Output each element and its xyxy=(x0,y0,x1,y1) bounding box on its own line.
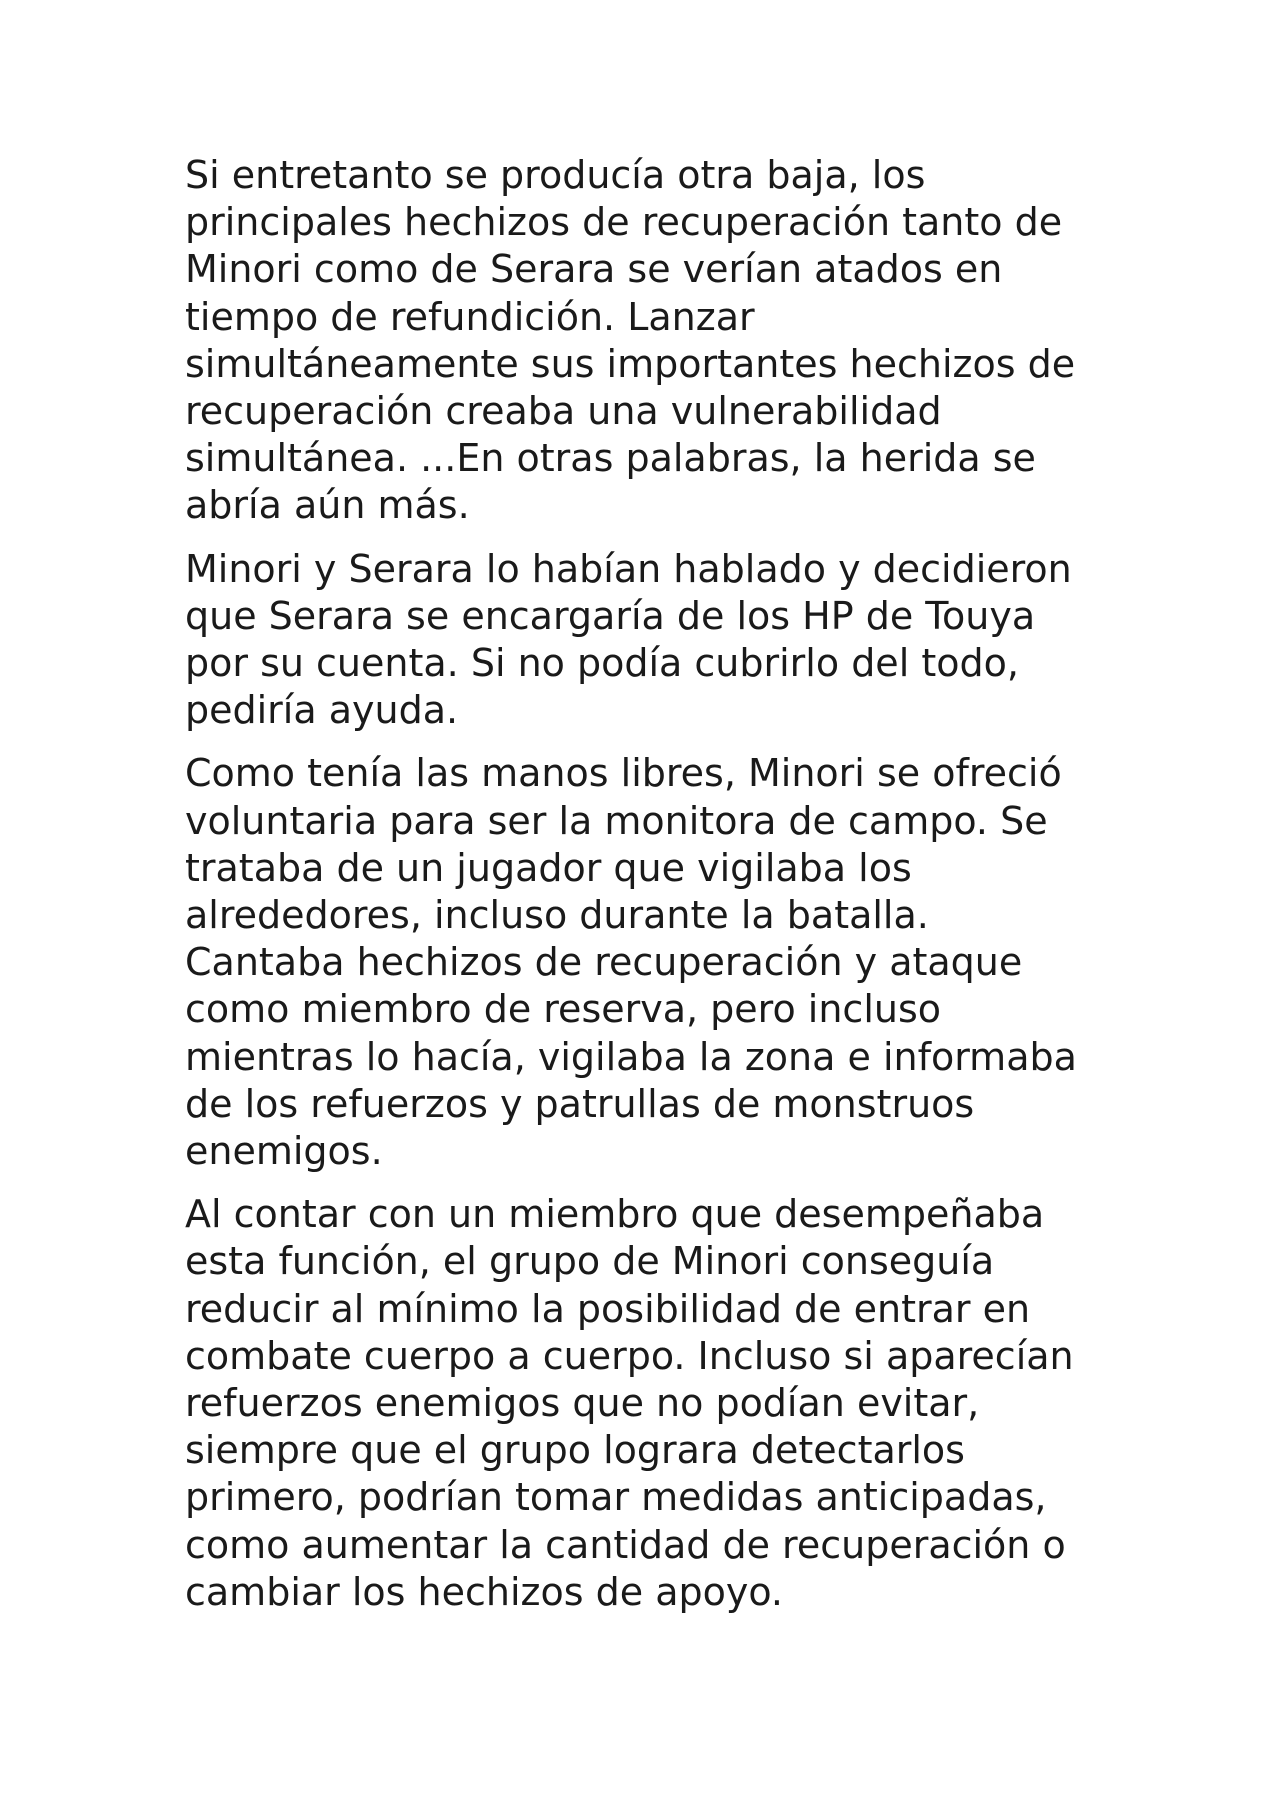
text-line: como miembro de reserva, pero incluso xyxy=(185,987,942,1032)
text-line: que Serara se encargaría de los HP de Touya xyxy=(185,593,1036,638)
paragraph-2 xyxy=(185,546,1125,735)
body-text xyxy=(185,152,1125,1632)
text-line: simultáneamente sus importantes hechizos de xyxy=(185,341,1076,386)
text-line: siempre que el grupo lograra detectarlos xyxy=(185,1428,965,1473)
text-line: combate cuerpo a cuerpo. Incluso si aparecían xyxy=(185,1333,1074,1378)
text-line: primero, podrían tomar medidas anticipadas, xyxy=(185,1475,1047,1520)
paragraph-3 xyxy=(185,750,1125,1175)
text-line: tiempo de refundición. Lanzar xyxy=(185,294,755,339)
text-line: reducir al mínimo la posibilidad de entrar en xyxy=(185,1286,1031,1331)
text-line: Minori y Serara lo habían hablado y decidieron xyxy=(185,546,1072,591)
paragraph-1 xyxy=(185,152,1125,530)
text-line: voluntaria para ser la monitora de campo. Se xyxy=(185,798,1048,843)
text-line: enemigos. xyxy=(185,1129,383,1174)
text-line: simultánea. ...En otras palabras, la herida se xyxy=(185,436,1036,481)
text-line: Al contar con un miembro que desempeñaba xyxy=(185,1192,1045,1237)
text-line: esta función, el grupo de Minori conseguía xyxy=(185,1239,995,1284)
text-line: Como tenía las manos libres, Minori se ofreció xyxy=(185,751,1062,796)
text-line: Minori como de Serara se verían atados en xyxy=(185,247,1003,292)
text-line: alrededores, incluso durante la batalla. xyxy=(185,893,929,938)
text-line: de los refuerzos y patrullas de monstruos xyxy=(185,1081,975,1126)
text-line: cambiar los hechizos de apoyo. xyxy=(185,1569,783,1614)
text-line: recuperación creaba una vulnerabilidad xyxy=(185,389,942,434)
text-line: Cantaba hechizos de recuperación y ataque xyxy=(185,940,1023,985)
text-line: como aumentar la cantidad de recuperación o xyxy=(185,1522,1066,1567)
text-line: principales hechizos de recuperación tanto de xyxy=(185,200,1063,245)
text-line: mientras lo hacía, vigilaba la zona e informaba xyxy=(185,1034,1077,1079)
text-line: abría aún más. xyxy=(185,483,470,528)
text-line: pediría ayuda. xyxy=(185,688,459,733)
text-line: refuerzos enemigos que no podían evitar, xyxy=(185,1381,980,1426)
text-line: trataba de un jugador que vigilaba los xyxy=(185,845,912,890)
text-line: por su cuenta. Si no podía cubrirlo del todo, xyxy=(185,641,1019,686)
text-line: Si entretanto se producía otra baja, los xyxy=(185,153,926,197)
paragraph-4 xyxy=(185,1191,1125,1616)
